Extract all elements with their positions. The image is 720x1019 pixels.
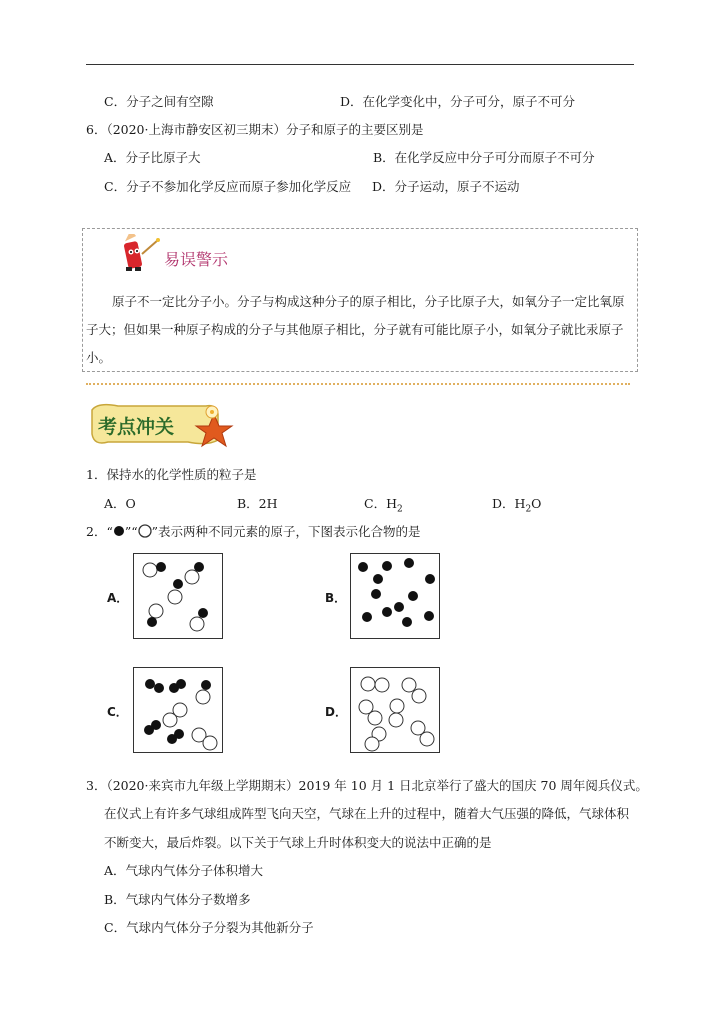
header-rule	[86, 64, 634, 65]
q1-option-a: A．O	[104, 496, 136, 511]
q6-option-a: A．分子比原子大	[104, 150, 201, 165]
section-divider	[86, 383, 630, 385]
q6-stem: 6．（2020·上海市静安区初三期末）分子和原子的主要区别是	[86, 122, 424, 137]
q2-panel-c	[133, 667, 223, 753]
warning-line-2: 子大；但如果一种原子构成的分子与其他原子相比，分子就有可能比原子小，如氧分子就比汞原子	[86, 322, 624, 337]
q6-option-b: B．在化学反应中分子可分而原子不可分	[373, 150, 595, 165]
option-c: C．分子之间有空隙	[104, 94, 214, 109]
q3-option-b: B．气球内气体分子数增多	[104, 892, 251, 907]
q1-option-c: C．$H_2$	[364, 496, 403, 515]
q2-label-b: B．	[325, 591, 347, 605]
q2-label-d: D．	[325, 705, 347, 719]
option-d: D．在化学变化中，分子可分，原子不可分	[340, 94, 576, 109]
q2-panel-d	[350, 667, 440, 753]
black-atom-icon	[113, 525, 125, 537]
q3-line-2: 在仪式上有许多气球组成阵型飞向天空，气球在上升的过程中，随着大气压强的降低，气球体积	[104, 806, 630, 821]
section-banner	[88, 400, 236, 448]
q1-stem: 1．保持水的化学性质的粒子是	[86, 467, 257, 482]
q2-stem: 2．“ ”“ ”表示两种不同元素的原子，下图表示化合物的是	[86, 524, 421, 539]
q3-line-1: 3．（2020·来宾市九年级上学期期末）2019 年 10 月 1 日北京举行了盛大的国庆 70 周年阅兵仪式。	[86, 778, 648, 793]
section-banner-title: 考点冲关	[98, 416, 175, 438]
q1-option-b: B．2H	[237, 496, 278, 511]
warning-line-3: 小。	[86, 350, 112, 365]
q2-panel-a	[133, 553, 223, 639]
q3-line-3: 不断变大，最后炸裂。以下关于气球上升时体积变大的说法中正确的是	[104, 835, 492, 850]
q2-label-c: C．	[107, 705, 128, 719]
pencil-mascot-icon	[118, 234, 162, 277]
q3-option-a: A．气球内气体分子体积增大	[104, 863, 264, 878]
q2-label-a: A．	[107, 591, 129, 605]
q1-option-d: D．$H_2O$	[492, 496, 542, 515]
q2-panel-b	[350, 553, 440, 639]
q3-option-c: C．气球内气体分子分裂为其他新分子	[104, 920, 314, 935]
warning-title: 易误警示	[164, 250, 229, 269]
white-atom-icon	[138, 524, 152, 538]
warning-line-1: 原子不一定比分子小。分子与构成这种分子的原子相比，分子比原子大，如氧分子一定比氧原	[112, 294, 625, 309]
q6-option-c: C．分子不参加化学反应而原子参加化学反应	[104, 179, 352, 194]
q6-option-d: D．分子运动，原子不运动	[372, 179, 520, 194]
